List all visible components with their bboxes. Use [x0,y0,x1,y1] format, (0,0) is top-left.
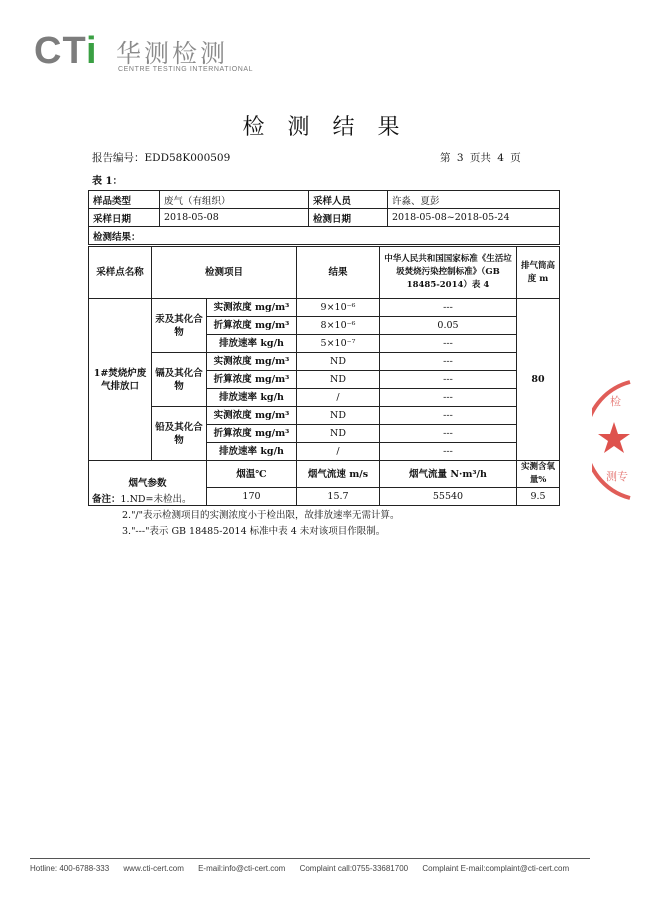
height-value: 80 [517,299,560,461]
flue-temp-label: 烟温℃ [207,461,297,488]
flue-oxygen-value: 9.5 [517,488,560,506]
result-cell: ND [297,353,380,371]
flue-label: 烟气参数 [89,461,207,506]
result-cell: ND [297,407,380,425]
result-cell: 8×10⁻⁶ [297,317,380,335]
logo-cn: 华测检测 [116,39,229,68]
standard-cell: --- [380,389,517,407]
item-cell: 折算浓度 mg/m³ [207,425,297,443]
sample-type-value: 废气（有组织） [160,191,309,209]
standard-cell: --- [380,299,517,317]
logo-text: CTi [34,30,98,72]
flue-speed-value: 15.7 [297,488,380,506]
result-cell: ND [297,371,380,389]
page-info: 第 3 页共 4 页 [440,152,521,164]
result-cell: / [297,389,380,407]
standard-cell: --- [380,353,517,371]
table-caption: 表 1： [92,176,123,187]
flue-flow-value: 55540 [380,488,517,506]
standard-cell: --- [380,407,517,425]
result-cell: 5×10⁻⁷ [297,335,380,353]
flue-speed-label: 烟气流速 m/s [297,461,380,488]
standard-cell: --- [380,425,517,443]
header-height: 排气筒高度 m [517,247,560,299]
results-table [88,246,560,506]
logo-en: CENTRE TESTING INTERNATIONAL [118,66,254,73]
footer-web[interactable]: www.cti-cert.com [123,864,184,873]
result-cell: ND [297,425,380,443]
footer-hotline: Hotline: 400-6788-333 [30,864,110,873]
flue-temp-value: 170 [207,488,297,506]
test-date-label: 检测日期 [309,209,388,227]
seal-stamp [592,380,632,500]
item-cell: 排放速率 kg/h [207,389,297,407]
header-point: 采样点名称 [89,247,152,299]
test-date-value: 2018-05-08~2018-05-24 [388,209,560,227]
sampler-value: 许淼、夏彭 [388,191,560,209]
footer-email[interactable]: E-mail:info@cti-cert.com [198,864,286,873]
note-1: 1.ND=未检出。 [120,494,192,505]
note-3: 3."---"表示 GB 18485-2014 标准中表 4 未对该项目作限制。 [122,526,386,537]
item-cell: 折算浓度 mg/m³ [207,317,297,335]
sample-type-label: 样品类型 [89,191,160,209]
results-label: 检测结果： [89,227,560,245]
report-number: 报告编号：EDD58K000509 [92,152,231,164]
standard-cell: 0.05 [380,317,517,335]
page-title: 检 测 结 果 [242,115,408,140]
result-cell: 9×10⁻⁶ [297,299,380,317]
item-cell: 实测浓度 mg/m³ [207,407,297,425]
note-2: 2."/"表示检测项目的实测浓度小于检出限，故排放速率无需计算。 [122,510,400,521]
item-cell: 折算浓度 mg/m³ [207,371,297,389]
flue-flow-label: 烟气流量 N·m³/h [380,461,517,488]
svg-text:检: 检 [610,395,621,408]
sampling-date-label: 采样日期 [89,209,160,227]
standard-cell: --- [380,371,517,389]
standard-cell: --- [380,443,517,461]
result-cell: / [297,443,380,461]
flue-oxygen-label: 实测含氧量% [517,461,560,488]
info-table [88,190,560,245]
svg-text:测专: 测专 [606,470,628,483]
point-name: 1#焚烧炉废气排放口 [89,299,152,461]
item-cell: 实测浓度 mg/m³ [207,299,297,317]
item-cell: 实测浓度 mg/m³ [207,353,297,371]
header-item: 检测项目 [152,247,297,299]
footer-complaint-call: Complaint call:0755-33681700 [299,864,409,873]
footer [30,864,581,873]
header-standard: 中华人民共和国国家标准《生活垃圾焚烧污染控制标准》（GB 18485-2014）表 4 [380,247,517,299]
standard-cell: --- [380,335,517,353]
footer-complaint-email[interactable]: Complaint E-mail:complaint@cti-cert.com [422,864,570,873]
item-cell: 排放速率 kg/h [207,443,297,461]
sampling-date-value: 2018-05-08 [160,209,309,227]
footer-divider [30,858,590,859]
item-cell: 排放速率 kg/h [207,335,297,353]
header-result: 结果 [297,247,380,299]
sampler-label: 采样人员 [309,191,388,209]
group-name: 汞及其化合物 [152,299,207,353]
notes [92,492,400,540]
group-name: 镉及其化合物 [152,353,207,407]
group-name: 铅及其化合物 [152,407,207,461]
notes-title: 备注： [92,494,121,505]
company-logo [34,30,98,73]
